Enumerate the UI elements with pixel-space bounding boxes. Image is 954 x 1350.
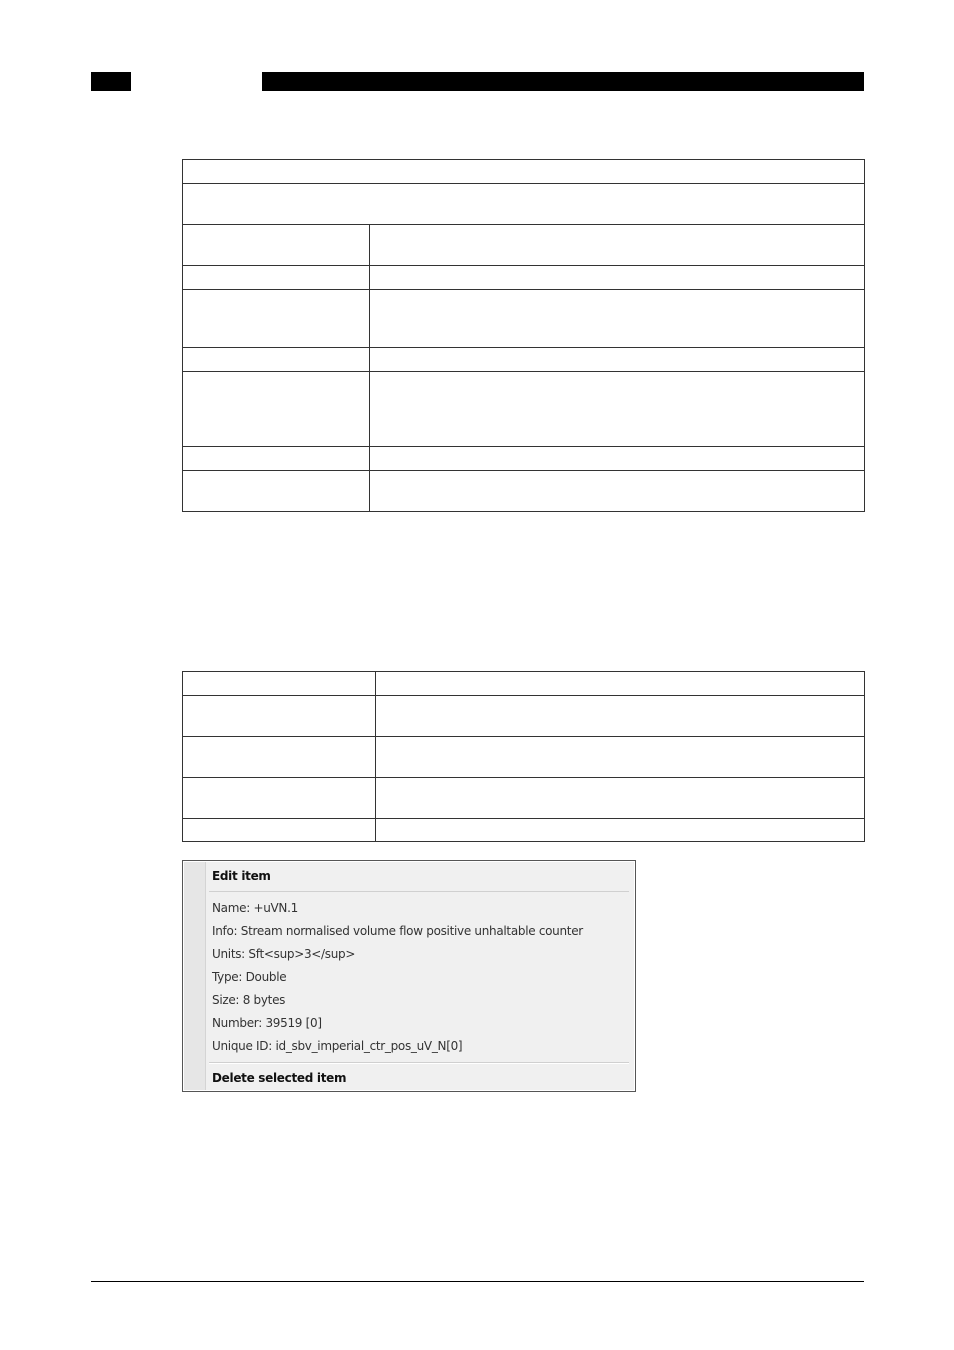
table-cell [183, 471, 370, 512]
header-bar-right [262, 72, 864, 91]
menu-info-type: Type: Double [212, 970, 287, 984]
table-row [183, 184, 865, 225]
table-cell [183, 819, 376, 842]
table-row [183, 471, 865, 512]
menu-item-edit-item[interactable]: Edit item [212, 869, 271, 883]
table-row [183, 225, 865, 266]
table-cell [183, 447, 370, 471]
context-menu-screenshot [182, 860, 636, 1092]
table-cell [183, 290, 370, 348]
table-cell [183, 737, 376, 778]
table-cell [370, 225, 865, 266]
table-cell [183, 778, 376, 819]
table-row [183, 348, 865, 372]
table-cell [370, 372, 865, 447]
table-row [183, 696, 865, 737]
table-row [183, 778, 865, 819]
table-row [183, 372, 865, 447]
table-cell [183, 672, 376, 696]
table-cell [183, 225, 370, 266]
table-lower [182, 671, 865, 842]
menu-separator [209, 891, 629, 892]
table-cell [376, 819, 865, 842]
table-cell [370, 348, 865, 372]
header-bar-left [91, 72, 131, 91]
table-row [183, 447, 865, 471]
table-cell [183, 266, 370, 290]
menu-info-description: Info: Stream normalised volume flow positive unhaltable counter [212, 924, 583, 938]
table-cell [183, 160, 865, 184]
menu-info-number: Number: 39519 [0] [212, 1016, 322, 1030]
table-cell [376, 737, 865, 778]
table-cell [183, 696, 376, 737]
table-cell [183, 372, 370, 447]
table-cell [183, 348, 370, 372]
table-row [183, 266, 865, 290]
table-cell [370, 447, 865, 471]
table-cell [370, 290, 865, 348]
table-row [183, 160, 865, 184]
table-upper [182, 159, 865, 512]
table-row [183, 672, 865, 696]
table-row [183, 290, 865, 348]
footer-rule [91, 1281, 864, 1282]
menu-info-name: Name: +uVN.1 [212, 901, 298, 915]
table-row [183, 737, 865, 778]
table-row [183, 819, 865, 842]
menu-info-unique-id: Unique ID: id_sbv_imperial_ctr_pos_uV_N[0] [212, 1039, 463, 1053]
menu-info-units: Units: Sft<sup>3</sup> [212, 947, 356, 961]
table-cell [370, 471, 865, 512]
table-cell [376, 696, 865, 737]
menu-icon-gutter [183, 861, 206, 1091]
table-cell [370, 266, 865, 290]
menu-info-size: Size: 8 bytes [212, 993, 286, 1007]
table-cell [183, 184, 865, 225]
table-cell [376, 672, 865, 696]
table-cell [376, 778, 865, 819]
menu-item-delete-selected[interactable]: Delete selected item [212, 1071, 347, 1085]
